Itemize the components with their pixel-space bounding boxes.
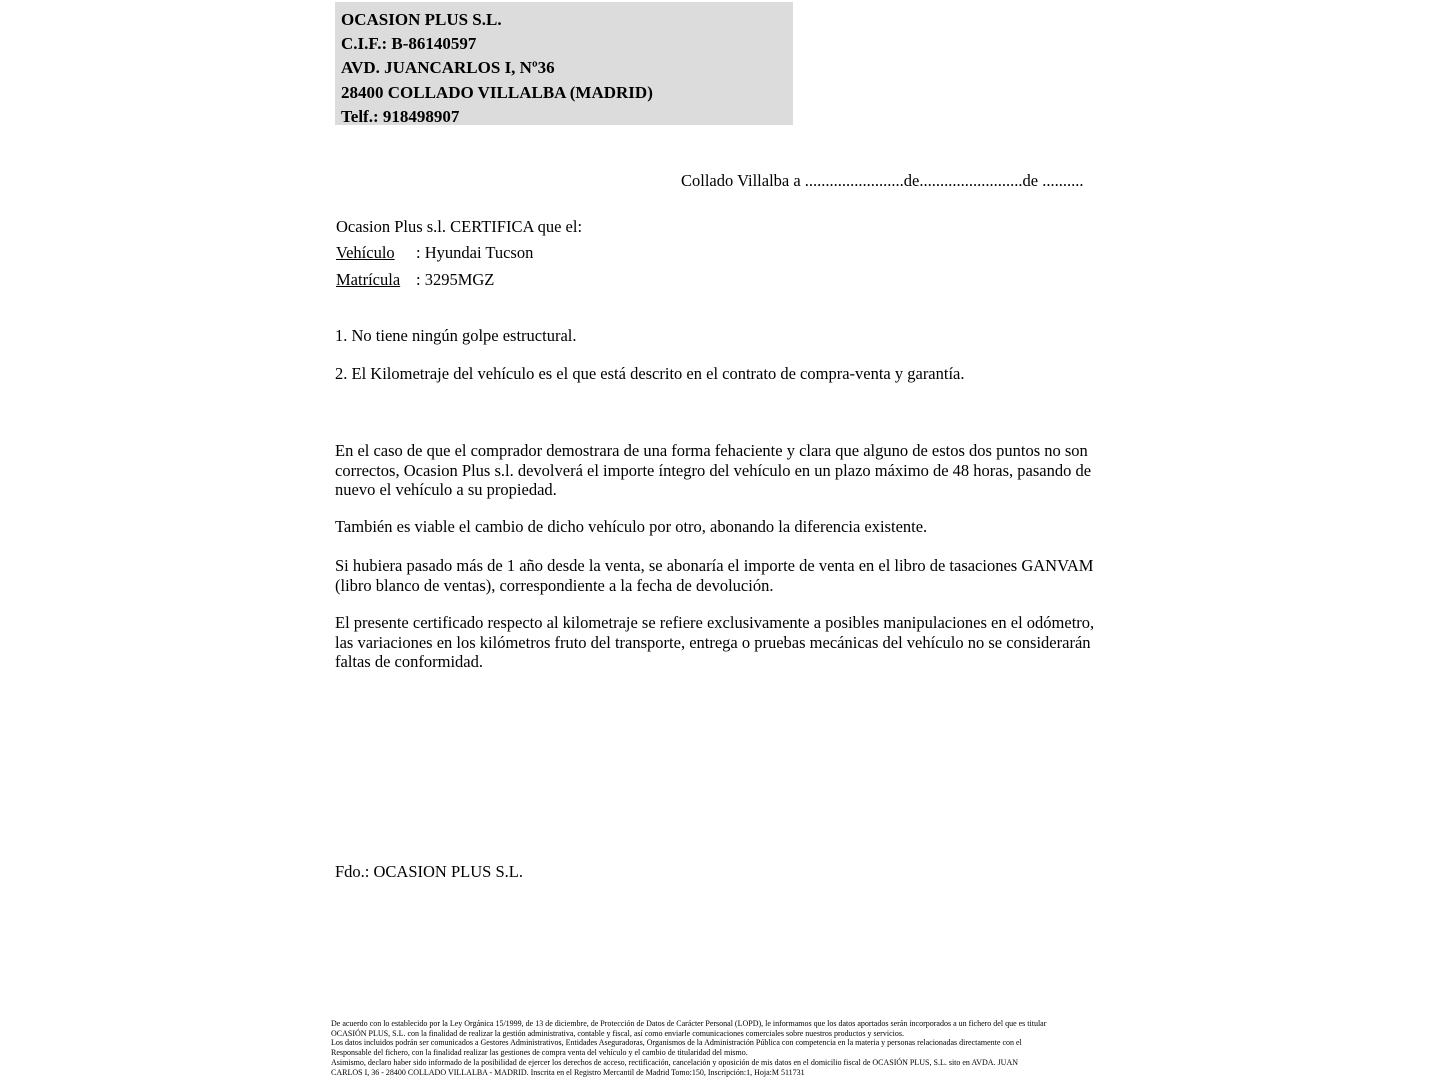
paragraph-odometer: El presente certificado respecto al kilometraje se refiere exclusivamente a posibles manipulaciones en el odómetro, las variaciones en los kilómetros fruto del transporte, entrega o pruebas mecánicas del vehículo no se considerarán faltas de conformidad. <box>335 613 1095 672</box>
legal-footer-line: Responsable del fichero, con la finalidad realizar las gestiones de compra venta del vehículo y el cambio de titularidad del mismo. <box>331 1048 748 1058</box>
legal-footer-line: De acuerdo con lo establecido por la Ley Orgánica 15/1999, de 13 de diciembre, de Protección de Datos de Carácter Personal (LOPD), le informamos que los datos aportados serán incorporados a un fichero del que es titular <box>331 1019 1047 1028</box>
paragraph-exchange: También es viable el cambio de dicho vehículo por otro, abonando la diferencia existente. <box>335 517 928 536</box>
legal-footer-line: OCASIÓN PLUS, S.L. con la finalidad de realizar la gestión administrativa, contable y fiscal, así como enviarle comunicaciones comerciales sobre nuestros productos y servicios. <box>331 1028 904 1038</box>
vehicle-label: Vehículo <box>336 243 395 262</box>
legal-footer <box>331 1019 1121 1077</box>
legal-footer-line: Los datos incluidos podrán ser comunicados a Gestores Administrativos, Entidades Aseguradoras, Organismos de la Administración Pública con competencia en la materia y personas relacionadas directamente con el <box>331 1038 1022 1048</box>
plate-value: : 3295MGZ <box>416 269 495 289</box>
date-line: Collado Villalba a ........................de.........................de .......... <box>681 171 1084 190</box>
legal-footer-line: Asimismo, declaro haber sido informado de la posibilidad de ejercer los derechos de acceso, rectificación, cancelación y oposición de mis datos en el domicilio fiscal de OCASIÓN PLUS, S.L. sito en AVDA. JUAN <box>331 1057 1019 1067</box>
condition-2: 2. El Kilometraje del vehículo es el que está descrito en el contrato de compra-venta y garantía. <box>335 364 965 383</box>
company-city: 28400 COLLADO VILLALBA (MADRID) <box>341 82 653 102</box>
company-name: OCASION PLUS S.L. <box>341 10 502 29</box>
company-phone: Telf.: 918498907 <box>341 106 460 126</box>
company-address: AVD. JUANCARLOS I, Nº36 <box>341 58 555 78</box>
company-header-box <box>335 2 793 125</box>
condition-1: 1. No tiene ningún golpe estructural. <box>335 326 577 345</box>
company-cif: C.I.F.: B-86140597 <box>341 34 477 54</box>
signature-line: Fdo.: OCASION PLUS S.L. <box>335 862 523 881</box>
vehicle-row <box>336 243 582 263</box>
plate-row <box>336 270 582 290</box>
paragraph-ganvam: Si hubiera pasado más de 1 año desde la venta, se abonaría el importe de venta en el libro de tasaciones GANVAM (libro blanco de ventas), correspondiente a la fecha de devolución. <box>335 556 1094 595</box>
paragraph-refund: En el caso de que el comprador demostrara de una forma fehaciente y clara que alguno de estos dos puntos no son correctos, Ocasion Plus s.l. devolverá el importe íntegro del vehículo en un plazo máximo de 48 horas, pasando de nuevo el vehículo a su propiedad. <box>335 441 1092 500</box>
certification-intro: Ocasion Plus s.l. CERTIFICA que el: <box>336 217 583 236</box>
certification-block <box>336 217 582 296</box>
legal-footer-line: CARLOS I, 36 - 28400 COLLADO VILLALBA - MADRID. Inscrita en el Registro Mercantil de Madrid Tomo:150, Inscripción:1, Hoja:M 511731 <box>331 1067 805 1077</box>
vehicle-value: : Hyundai Tucson <box>416 243 534 262</box>
plate-label: Matrícula <box>336 269 401 289</box>
